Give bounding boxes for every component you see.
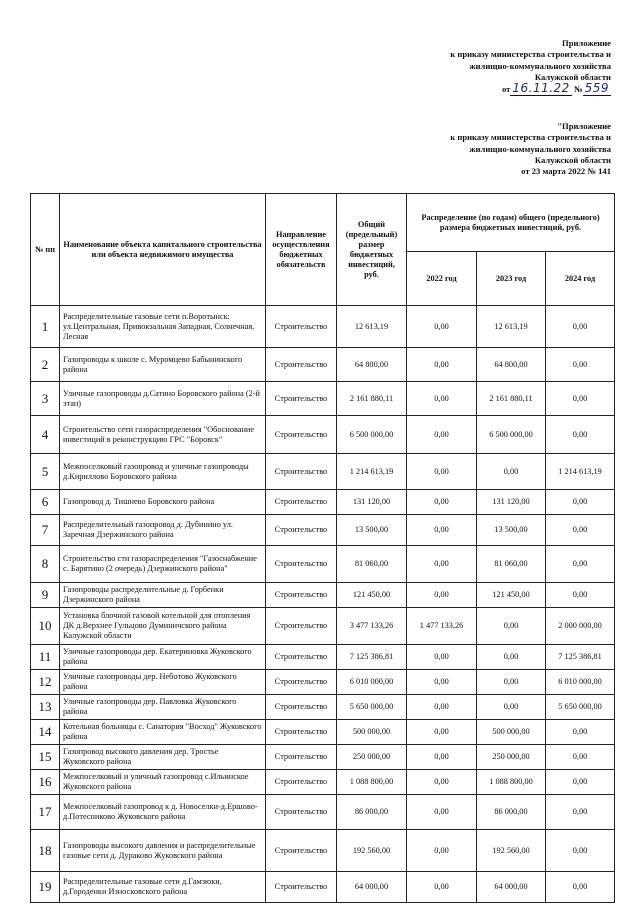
amount-2023: 192 560,00 (477, 830, 546, 872)
amount-2022: 0,00 (407, 382, 477, 416)
object-name: Распределительные газовые сети д.Гамзюки, д.Городенки Износковского района (60, 872, 266, 903)
handwritten-date: 16.11.22 (512, 81, 570, 96)
total-amount: 192 560,00 (337, 830, 407, 872)
amount-2022: 0,00 (407, 720, 477, 745)
header-total: Общий (предельный) размер бюджетных инвестиций, руб. (337, 194, 407, 306)
amount-2022: 0,00 (407, 490, 477, 515)
total-amount: 1 088 800,00 (337, 770, 407, 795)
row-number: 14 (31, 720, 60, 745)
appendix-ministry: жилищно-коммунального хозяйства (469, 60, 611, 71)
row-number: 6 (31, 490, 60, 515)
total-amount: 86 000,00 (337, 795, 407, 830)
amount-2024: 0,00 (546, 382, 615, 416)
amount-2022: 0,00 (407, 416, 477, 454)
object-name: Межпоселковый газопровод к д. Новоселки-д.Ершово-д.Потесниково Жуковского района (60, 795, 266, 830)
amount-2024: 0,00 (546, 745, 615, 770)
object-name: Строительство сти газораспределения "Газоснабжение с. Барятино (2 очередь) Дзержинского района" (60, 546, 266, 583)
row-number: 4 (31, 416, 60, 454)
amount-2022: 0,00 (407, 515, 477, 546)
total-amount: 81 060,00 (337, 546, 407, 583)
object-name: Распределительный газопровод д. Дубинино ул. Заречная Дзержинского района (60, 515, 266, 546)
original-appendix-title: "Приложение (557, 121, 611, 131)
amount-2023: 64 800,00 (477, 348, 546, 382)
object-name: Строительство сети газораспределения "Обоснование инвестиций в реконструкцию ГРС "Боровск" (60, 416, 266, 454)
amount-2023: 250 000,00 (477, 745, 546, 770)
table-row (31, 416, 615, 454)
table-row (31, 348, 615, 382)
table-row (31, 745, 615, 770)
object-name: Газопроводы к школе с. Муромцево Бабынинского района (60, 348, 266, 382)
object-name: Газопровод высокого давления дер. Тростье Жуковского района (60, 745, 266, 770)
total-amount: 7 125 386,81 (337, 645, 407, 670)
amount-2022: 1 477 133,26 (407, 608, 477, 645)
amount-2024: 5 650 000,00 (546, 695, 615, 720)
total-amount: 12 613,19 (337, 306, 407, 348)
row-number: 9 (31, 583, 60, 608)
table-row (31, 382, 615, 416)
amount-2024: 0,00 (546, 583, 615, 608)
amount-2024: 0,00 (546, 306, 615, 348)
total-amount: 6 500 000,00 (337, 416, 407, 454)
direction-cell: Строительство (266, 454, 337, 490)
header-year-2022: 2022 год (407, 252, 477, 306)
original-ministry: жилищно-коммунального хозяйства (469, 143, 611, 154)
total-amount: 5 650 000,00 (337, 695, 407, 720)
table-row (31, 454, 615, 490)
object-name: Распределительные газовые сети п.Воротынск: ул.Центральная, Привокзальная Западная, Солнечная, Лесная (60, 306, 266, 348)
amount-2024: 6 010 000,00 (546, 670, 615, 695)
amount-2022: 0,00 (407, 745, 477, 770)
original-order-ref: к приказу министерства строительства и (450, 132, 611, 143)
row-number: 2 (31, 348, 60, 382)
table-row (31, 795, 615, 830)
row-number: 19 (31, 872, 60, 903)
appendix-title: Приложение (562, 38, 611, 48)
row-number: 8 (31, 546, 60, 583)
total-amount: 64 000,00 (337, 872, 407, 903)
object-name: Межпоселковый газопровод и уличные газопроводы д.Кириллово Боровского района (60, 454, 266, 490)
amount-2023: 131 120,00 (477, 490, 546, 515)
amount-2022: 0,00 (407, 583, 477, 608)
amount-2024: 2 000 000,00 (546, 608, 615, 645)
direction-cell: Строительство (266, 490, 337, 515)
amount-2023: 0,00 (477, 454, 546, 490)
direction-cell: Строительство (266, 695, 337, 720)
total-amount: 2 161 880,11 (337, 382, 407, 416)
amount-2024: 0,00 (546, 546, 615, 583)
object-name: Уличные газопроводы дер. Павловка Жуковского района (60, 695, 266, 720)
amount-2022: 0,00 (407, 645, 477, 670)
header-num: № пп (31, 194, 60, 306)
direction-cell: Строительство (266, 382, 337, 416)
row-number: 11 (31, 645, 60, 670)
total-amount: 13 500,00 (337, 515, 407, 546)
amount-2024: 0,00 (546, 490, 615, 515)
amount-2023: 121 450,00 (477, 583, 546, 608)
table-row (31, 670, 615, 695)
row-number: 13 (31, 695, 60, 720)
total-amount: 121 450,00 (337, 583, 407, 608)
appendix-order-ref: к приказу министерства строительства и (450, 49, 611, 60)
object-name: Установка блочной газовой котельной для отопления ДК д.Верхнее Гульцово Думиничского района Калужской области (60, 608, 266, 645)
row-number: 16 (31, 770, 60, 795)
handwritten-number: 559 (584, 81, 609, 96)
table-row (31, 770, 615, 795)
amount-2024: 0,00 (546, 795, 615, 830)
amount-2024: 0,00 (546, 770, 615, 795)
table-row (31, 872, 615, 903)
table-body (31, 306, 615, 903)
table-row (31, 830, 615, 872)
amount-2023: 0,00 (477, 645, 546, 670)
amount-2024: 0,00 (546, 830, 615, 872)
table-row (31, 583, 615, 608)
direction-cell: Строительство (266, 348, 337, 382)
row-number: 1 (31, 306, 60, 348)
amount-2022: 0,00 (407, 348, 477, 382)
object-name: Газопроводы распределительные д. Горбенки Дзержинского района (60, 583, 266, 608)
direction-cell: Строительство (266, 720, 337, 745)
total-amount: 64 800,00 (337, 348, 407, 382)
header-distribution: Распределение (по годам) общего (предельного) размера бюджетных инвестиций, руб. (407, 194, 615, 252)
order-date-line (450, 83, 611, 96)
amount-2022: 0,00 (407, 454, 477, 490)
amount-2024: 0,00 (546, 348, 615, 382)
direction-cell: Строительство (266, 872, 337, 903)
row-number: 7 (31, 515, 60, 546)
amount-2023: 1 088 800,00 (477, 770, 546, 795)
table-row (31, 490, 615, 515)
header-year-2024: 2024 год (546, 252, 615, 306)
original-region: Калужской области (534, 154, 611, 165)
direction-cell: Строительство (266, 608, 337, 645)
amount-2022: 0,00 (407, 770, 477, 795)
amount-2022: 0,00 (407, 872, 477, 903)
total-amount: 3 477 133,26 (337, 608, 407, 645)
amount-2023: 6 500 000,00 (477, 416, 546, 454)
amount-2023: 13 500,00 (477, 515, 546, 546)
object-name: Газопровод д. Тишнево Боровского района (60, 490, 266, 515)
amount-2023: 64 000,00 (477, 872, 546, 903)
total-amount: 500 000,00 (337, 720, 407, 745)
amount-2023: 81 060,00 (477, 546, 546, 583)
row-number: 18 (31, 830, 60, 872)
direction-cell: Строительство (266, 670, 337, 695)
total-amount: 1 214 613,19 (337, 454, 407, 490)
date-prefix: от (501, 84, 511, 95)
amount-2022: 0,00 (407, 695, 477, 720)
total-amount: 131 120,00 (337, 490, 407, 515)
header-year-2023: 2023 год (477, 252, 546, 306)
total-amount: 250 000,00 (337, 745, 407, 770)
amount-2024: 1 214 613,19 (546, 454, 615, 490)
object-name: Межпоселковый и уличный газопровод с.Ильинское Жуковского района (60, 770, 266, 795)
row-number: 15 (31, 745, 60, 770)
table-row (31, 546, 615, 583)
direction-cell: Строительство (266, 830, 337, 872)
amount-2023: 0,00 (477, 670, 546, 695)
row-number: 5 (31, 454, 60, 490)
row-number: 10 (31, 608, 60, 645)
amount-2024: 7 125 386,81 (546, 645, 615, 670)
appendix-header-original (450, 121, 611, 177)
direction-cell: Строительство (266, 645, 337, 670)
appendix-region: Калужской области (534, 71, 611, 82)
object-name: Уличные газопроводы дер. Екатериновка Жуковского района (60, 645, 266, 670)
object-name: Газопроводы высокого давления и распределительные газовые сети д. Дураково Жуковского района (60, 830, 266, 872)
amount-2023: 86 000,00 (477, 795, 546, 830)
table-row (31, 720, 615, 745)
original-order-date: от 23 марта 2022 № 141 (521, 166, 611, 177)
amount-2022: 0,00 (407, 795, 477, 830)
row-number: 3 (31, 382, 60, 416)
amount-2022: 0,00 (407, 306, 477, 348)
direction-cell: Строительство (266, 306, 337, 348)
direction-cell: Строительство (266, 795, 337, 830)
appendix-header-current (450, 38, 611, 96)
direction-cell: Строительство (266, 770, 337, 795)
direction-cell: Строительство (266, 583, 337, 608)
table-row (31, 608, 615, 645)
row-number: 17 (31, 795, 60, 830)
object-name: Уличные газопроводы дер. Неботово Жуковского района (60, 670, 266, 695)
amount-2023: 500 000,00 (477, 720, 546, 745)
amount-2023: 0,00 (477, 608, 546, 645)
number-sign: № (573, 84, 583, 95)
direction-cell: Строительство (266, 546, 337, 583)
amount-2023: 2 161 880,11 (477, 382, 546, 416)
header-direction: Направление осуществления бюджетных обязательств (266, 194, 337, 306)
direction-cell: Строительство (266, 515, 337, 546)
amount-2022: 0,00 (407, 546, 477, 583)
table-row (31, 515, 615, 546)
amount-2024: 0,00 (546, 720, 615, 745)
total-amount: 6 010 000,00 (337, 670, 407, 695)
table-row (31, 695, 615, 720)
table-row (31, 306, 615, 348)
investment-table (30, 193, 615, 903)
amount-2024: 0,00 (546, 416, 615, 454)
row-number: 12 (31, 670, 60, 695)
amount-2022: 0,00 (407, 830, 477, 872)
header-object-name: Наименование объекта капитального строительства или объекта недвижимого имущества (60, 194, 266, 306)
amount-2024: 0,00 (546, 515, 615, 546)
amount-2024: 0,00 (546, 872, 615, 903)
amount-2023: 0,00 (477, 695, 546, 720)
amount-2023: 12 613,19 (477, 306, 546, 348)
amount-2022: 0,00 (407, 670, 477, 695)
table-row (31, 645, 615, 670)
direction-cell: Строительство (266, 416, 337, 454)
object-name: Уличные газопроводы д.Сатино Боровского района (2-й этап) (60, 382, 266, 416)
object-name: Котельная больницы с. Санатория "Восход" Жуковского района (60, 720, 266, 745)
direction-cell: Строительство (266, 745, 337, 770)
